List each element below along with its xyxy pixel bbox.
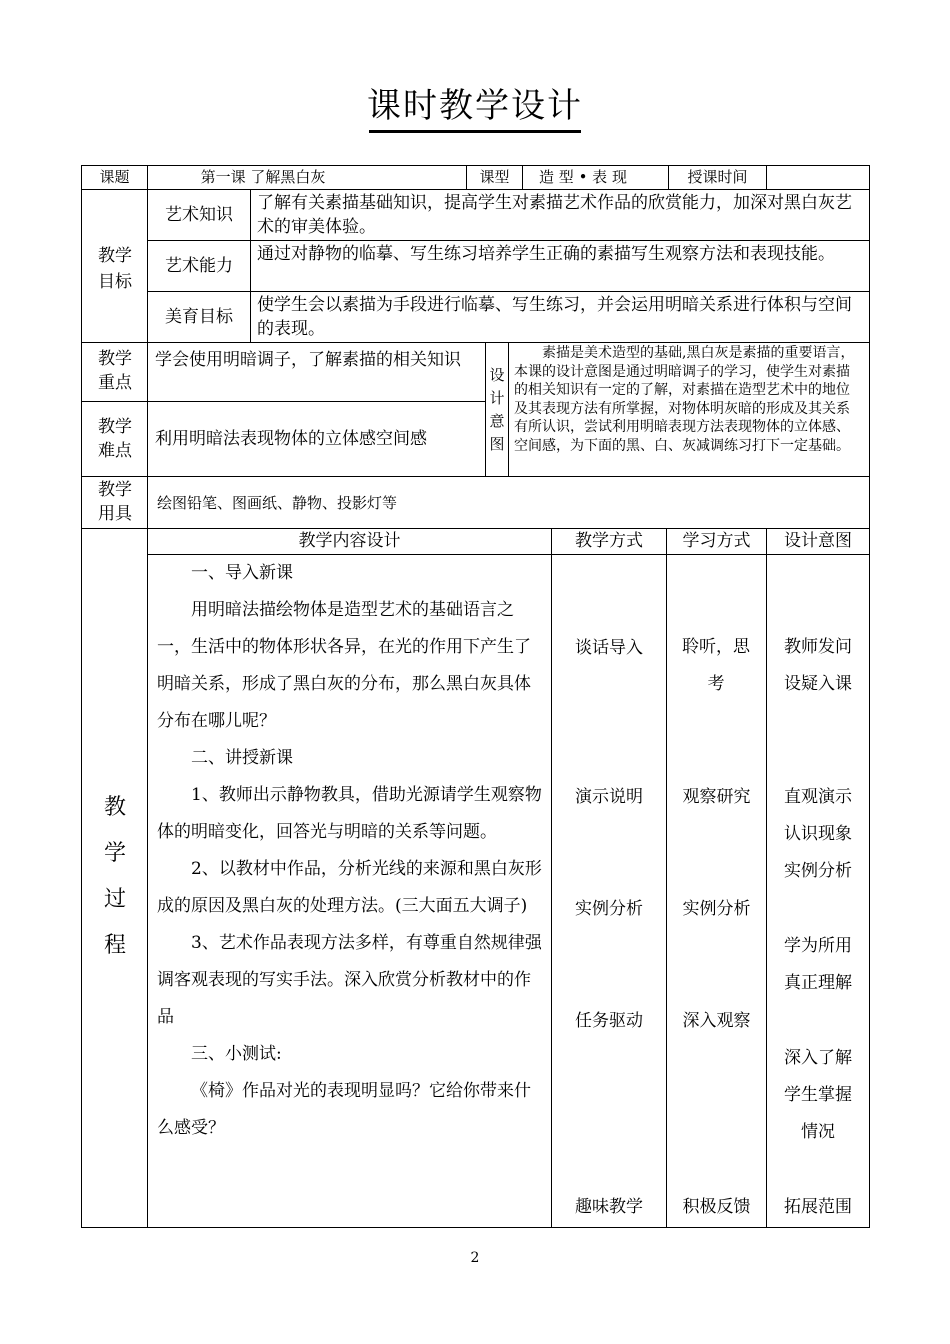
- col-line: [250, 189, 251, 343]
- design-intent-item: 实例分析: [784, 861, 852, 881]
- row-line: [81, 342, 870, 343]
- design-intent-item: 深入了解: [784, 1048, 852, 1068]
- col-header-learning: 学习方式: [682, 531, 751, 551]
- goal-text-aesthetic: 使学生会以素描为手段进行临摹、写生练习，并会运用明暗关系进行体积与空间的表现。: [257, 295, 852, 339]
- row-line: [147, 240, 870, 241]
- tools-text: 绘图铅笔、图画纸、静物、投影灯等: [157, 494, 398, 512]
- design-intent-label: 设计意图: [489, 366, 505, 453]
- type-value: 造 型 • 表 现: [539, 168, 627, 186]
- content-paragraph: 3、艺术作品表现方法多样，有尊重自然规律强调客观表现的写实手法。深入欣赏分析教材中的作品: [157, 933, 542, 1027]
- content-paragraph: 一、导入新课: [191, 563, 293, 583]
- content-paragraph: 二、讲授新课: [191, 748, 293, 768]
- learning-method: 积极反馈: [682, 1197, 751, 1217]
- content-paragraph: 用明暗法描绘物体是造型艺术的基础语言之一，生活中的物体形状各异，在光的作用下产生了明暗关系，形成了黑白灰的分布，那么黑白灰具体分布在哪儿呢？: [157, 600, 531, 731]
- teaching-method: 谈话导入: [575, 638, 643, 658]
- content-paragraph: 2、以教材中作品，分析光线的来源和黑白灰形成的原因及黑白灰的处理方法。(三大面五大调子): [157, 859, 542, 916]
- teaching-method: 趣味教学: [575, 1197, 643, 1217]
- learning-method: 深入观察: [682, 1011, 751, 1031]
- table-border-left: [81, 165, 82, 1228]
- design-intent-item: 学生掌握: [784, 1085, 852, 1105]
- content-paragraph: 1、教师出示静物教具，借助光源请学生观察物体的明暗变化，回答光与明暗的关系等问题。: [157, 785, 542, 842]
- design-intent-item: 拓展范围: [784, 1197, 852, 1217]
- content-paragraph: 《椅》作品对光的表现明显吗？它给你带来什么感受？: [157, 1081, 531, 1138]
- col-line: [508, 342, 509, 477]
- design-intent-item: 学为所用: [784, 936, 852, 956]
- learning-method: 实例分析: [682, 899, 751, 919]
- row-line: [147, 291, 870, 292]
- time-label: 授课时间: [687, 168, 748, 186]
- goal-text-ability: 通过对静物的临摹、写生练习培养学生正确的素描写生观察方法和表现技能。: [257, 244, 835, 264]
- page-title: 课时教学设计: [367, 86, 583, 126]
- row-line: [81, 189, 870, 190]
- table-border-bottom: [81, 1227, 870, 1228]
- goal-name-knowledge: 艺术知识: [165, 205, 233, 225]
- col-header-content: 教学内容设计: [298, 531, 401, 551]
- col-line: [485, 342, 486, 477]
- table-border-right: [869, 165, 870, 1228]
- difficulty-text: 利用明暗法表现物体的立体感空间感: [155, 429, 427, 449]
- goal-name-ability: 艺术能力: [165, 256, 233, 276]
- page-number: 2: [470, 1250, 480, 1266]
- design-intent-item: 真正理解: [784, 973, 852, 993]
- learning-method: 观察研究: [682, 787, 751, 807]
- col-header-intent: 设计意图: [784, 531, 852, 551]
- topic-value: 第一课 了解黑白灰: [200, 168, 326, 186]
- table-border-top: [81, 165, 870, 166]
- learning-method: 聆听，思考: [682, 637, 750, 694]
- process-content: [157, 555, 545, 1147]
- content-paragraph: 三、小测试:: [191, 1044, 282, 1064]
- topic-label: 课题: [99, 168, 130, 186]
- key-point-text: 学会使用明暗调子，了解素描的相关知识: [155, 350, 461, 370]
- col-line: [551, 528, 552, 1228]
- design-intent-item: 直观演示: [784, 787, 852, 807]
- row-line: [81, 401, 485, 402]
- row-line: [81, 476, 870, 477]
- difficulty-label: 教学难点: [98, 417, 132, 461]
- tools-label: 教学用具: [98, 480, 132, 524]
- design-intent-item: 情况: [801, 1122, 835, 1142]
- goal-name-aesthetic: 美育目标: [165, 307, 233, 327]
- col-line: [666, 528, 667, 1228]
- type-label: 课型: [479, 168, 510, 186]
- goals-label: 教学目标: [98, 246, 132, 292]
- teaching-method: 演示说明: [575, 787, 643, 807]
- design-intent-item: 教师发问设疑入课: [784, 637, 852, 694]
- title-underline: [369, 130, 581, 133]
- teaching-method: 任务驱动: [575, 1011, 643, 1031]
- design-intent-text: 素描是美术造型的基础,黑白灰是素描的重要语言，本课的设计意图是通过明暗调子的学习，使学生对素描的相关知识有一定的了解，对素描在造型艺术中的地位及其表现方法有所掌握，对物体明灰暗的形成及其关系有所认识，尝试利用明暗表现方法表现物体的立体感、空间感，为下面的黑、白、灰减调练习打下一定基础。: [514, 345, 855, 454]
- goal-text-knowledge: 了解有关素描基础知识，提高学生对素描艺术作品的欣赏能力，加深对黑白灰艺术的审美体验。: [257, 193, 852, 237]
- teaching-method: 实例分析: [575, 899, 643, 919]
- design-intent-item: 认识现象: [784, 824, 852, 844]
- key-point-label: 教学重点: [98, 349, 132, 393]
- process-label: 教学过程: [103, 795, 126, 958]
- col-line: [766, 165, 767, 190]
- col-header-teaching: 教学方式: [575, 531, 643, 551]
